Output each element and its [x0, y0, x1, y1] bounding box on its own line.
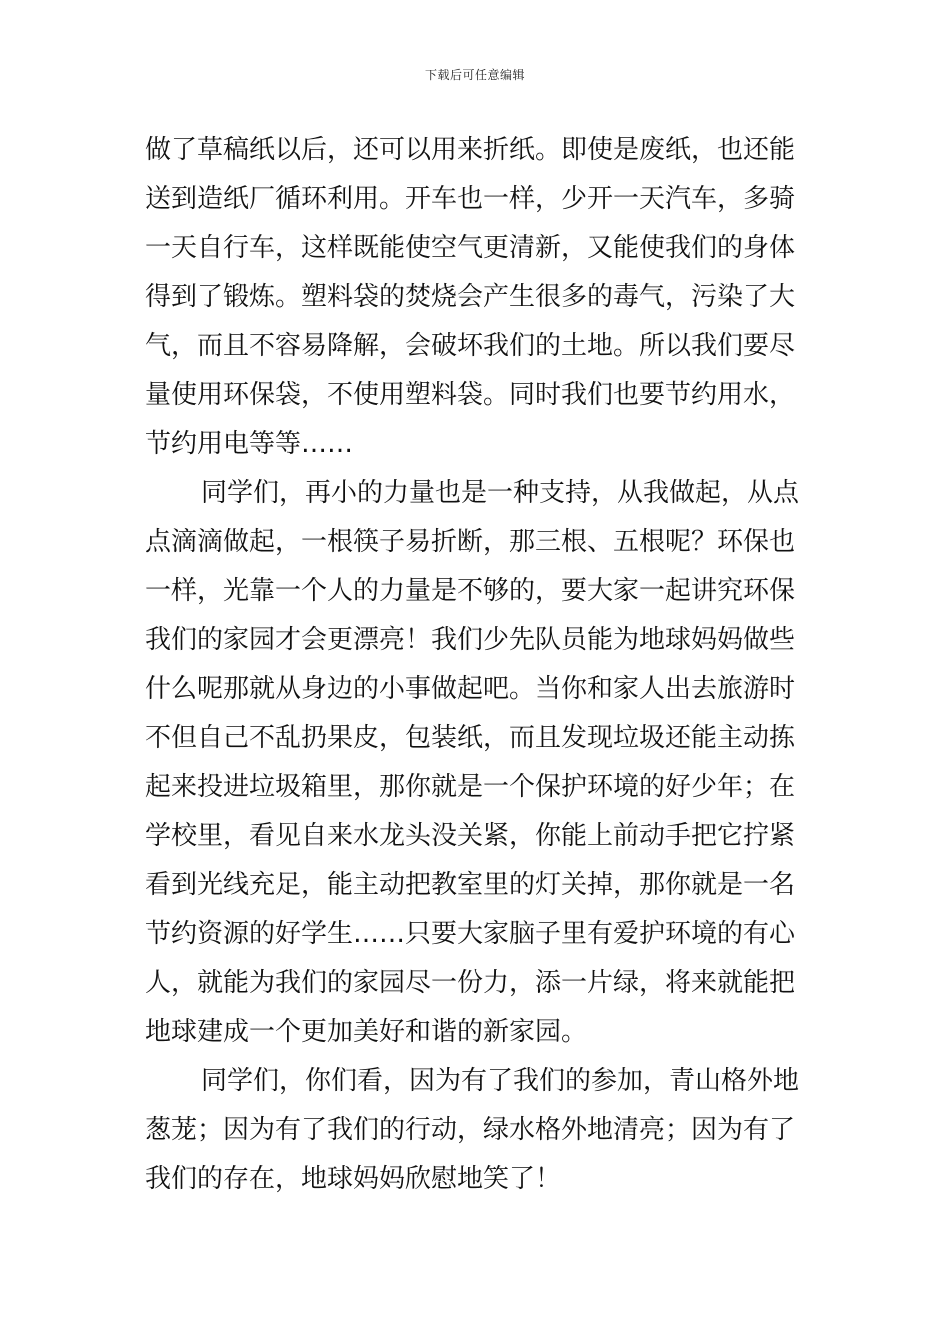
paragraph-1 — [145, 126, 817, 469]
text-line: 一天自行车，这样既能使空气更清新，又能使我们的身体 — [145, 233, 796, 263]
text-line: 我们的存在，地球妈妈欣慰地笑了！ — [145, 1164, 562, 1194]
text-line: 同学们，你们看，因为有了我们的参加，青山格外地 — [201, 1066, 800, 1096]
text-line: 我们的家园才会更漂亮！我们少先队员能为地球妈妈做些 — [145, 625, 796, 655]
text-line: 气，而且不容易降解，会破坏我们的土地。所以我们要尽 — [145, 331, 796, 361]
paragraph-3 — [145, 1057, 817, 1204]
document-body — [145, 126, 817, 1204]
page-header: 下载后可任意编辑 — [424, 68, 525, 82]
text-line: 看到光线充足，能主动把教室里的灯关掉，那你就是一名 — [145, 870, 796, 900]
text-line: 节约用电等等…… — [145, 429, 354, 459]
text-line: 节约资源的好学生……只要大家脑子里有爱护环境的有心 — [145, 919, 796, 949]
text-line: 同学们，再小的力量也是一种支持，从我做起，从点 — [201, 478, 800, 508]
text-line: 什么呢那就从身边的小事做起吧。当你和家人出去旅游时 — [145, 674, 796, 704]
text-line: 地球建成一个更加美好和谐的新家园。 — [145, 1017, 588, 1047]
text-line: 葱茏；因为有了我们的行动，绿水格外地清亮；因为有了 — [145, 1115, 796, 1145]
paragraph-2 — [145, 469, 817, 1057]
text-line: 量使用环保袋，不使用塑料袋。同时我们也要节约用水， — [145, 380, 796, 410]
text-line: 得到了锻炼。塑料袋的焚烧会产生很多的毒气，污染了大 — [145, 282, 796, 312]
text-line: 做了草稿纸以后，还可以用来折纸。即使是废纸，也还能 — [145, 135, 796, 165]
text-line: 起来投进垃圾箱里，那你就是一个保护环境的好少年；在 — [145, 772, 796, 802]
text-line: 学校里，看见自来水龙头没关紧，你能上前动手把它拧紧 — [145, 821, 796, 851]
text-line: 一样，光靠一个人的力量是不够的，要大家一起讲究环保 — [145, 576, 796, 606]
text-line: 人，就能为我们的家园尽一份力，添一片绿，将来就能把 — [145, 968, 796, 998]
text-line: 不但自己不乱扔果皮，包装纸，而且发现垃圾还能主动拣 — [145, 723, 796, 753]
text-line: 点滴滴做起，一根筷子易折断，那三根、五根呢？环保也 — [145, 527, 796, 557]
text-line: 送到造纸厂循环利用。开车也一样，少开一天汽车，多骑 — [145, 184, 796, 214]
